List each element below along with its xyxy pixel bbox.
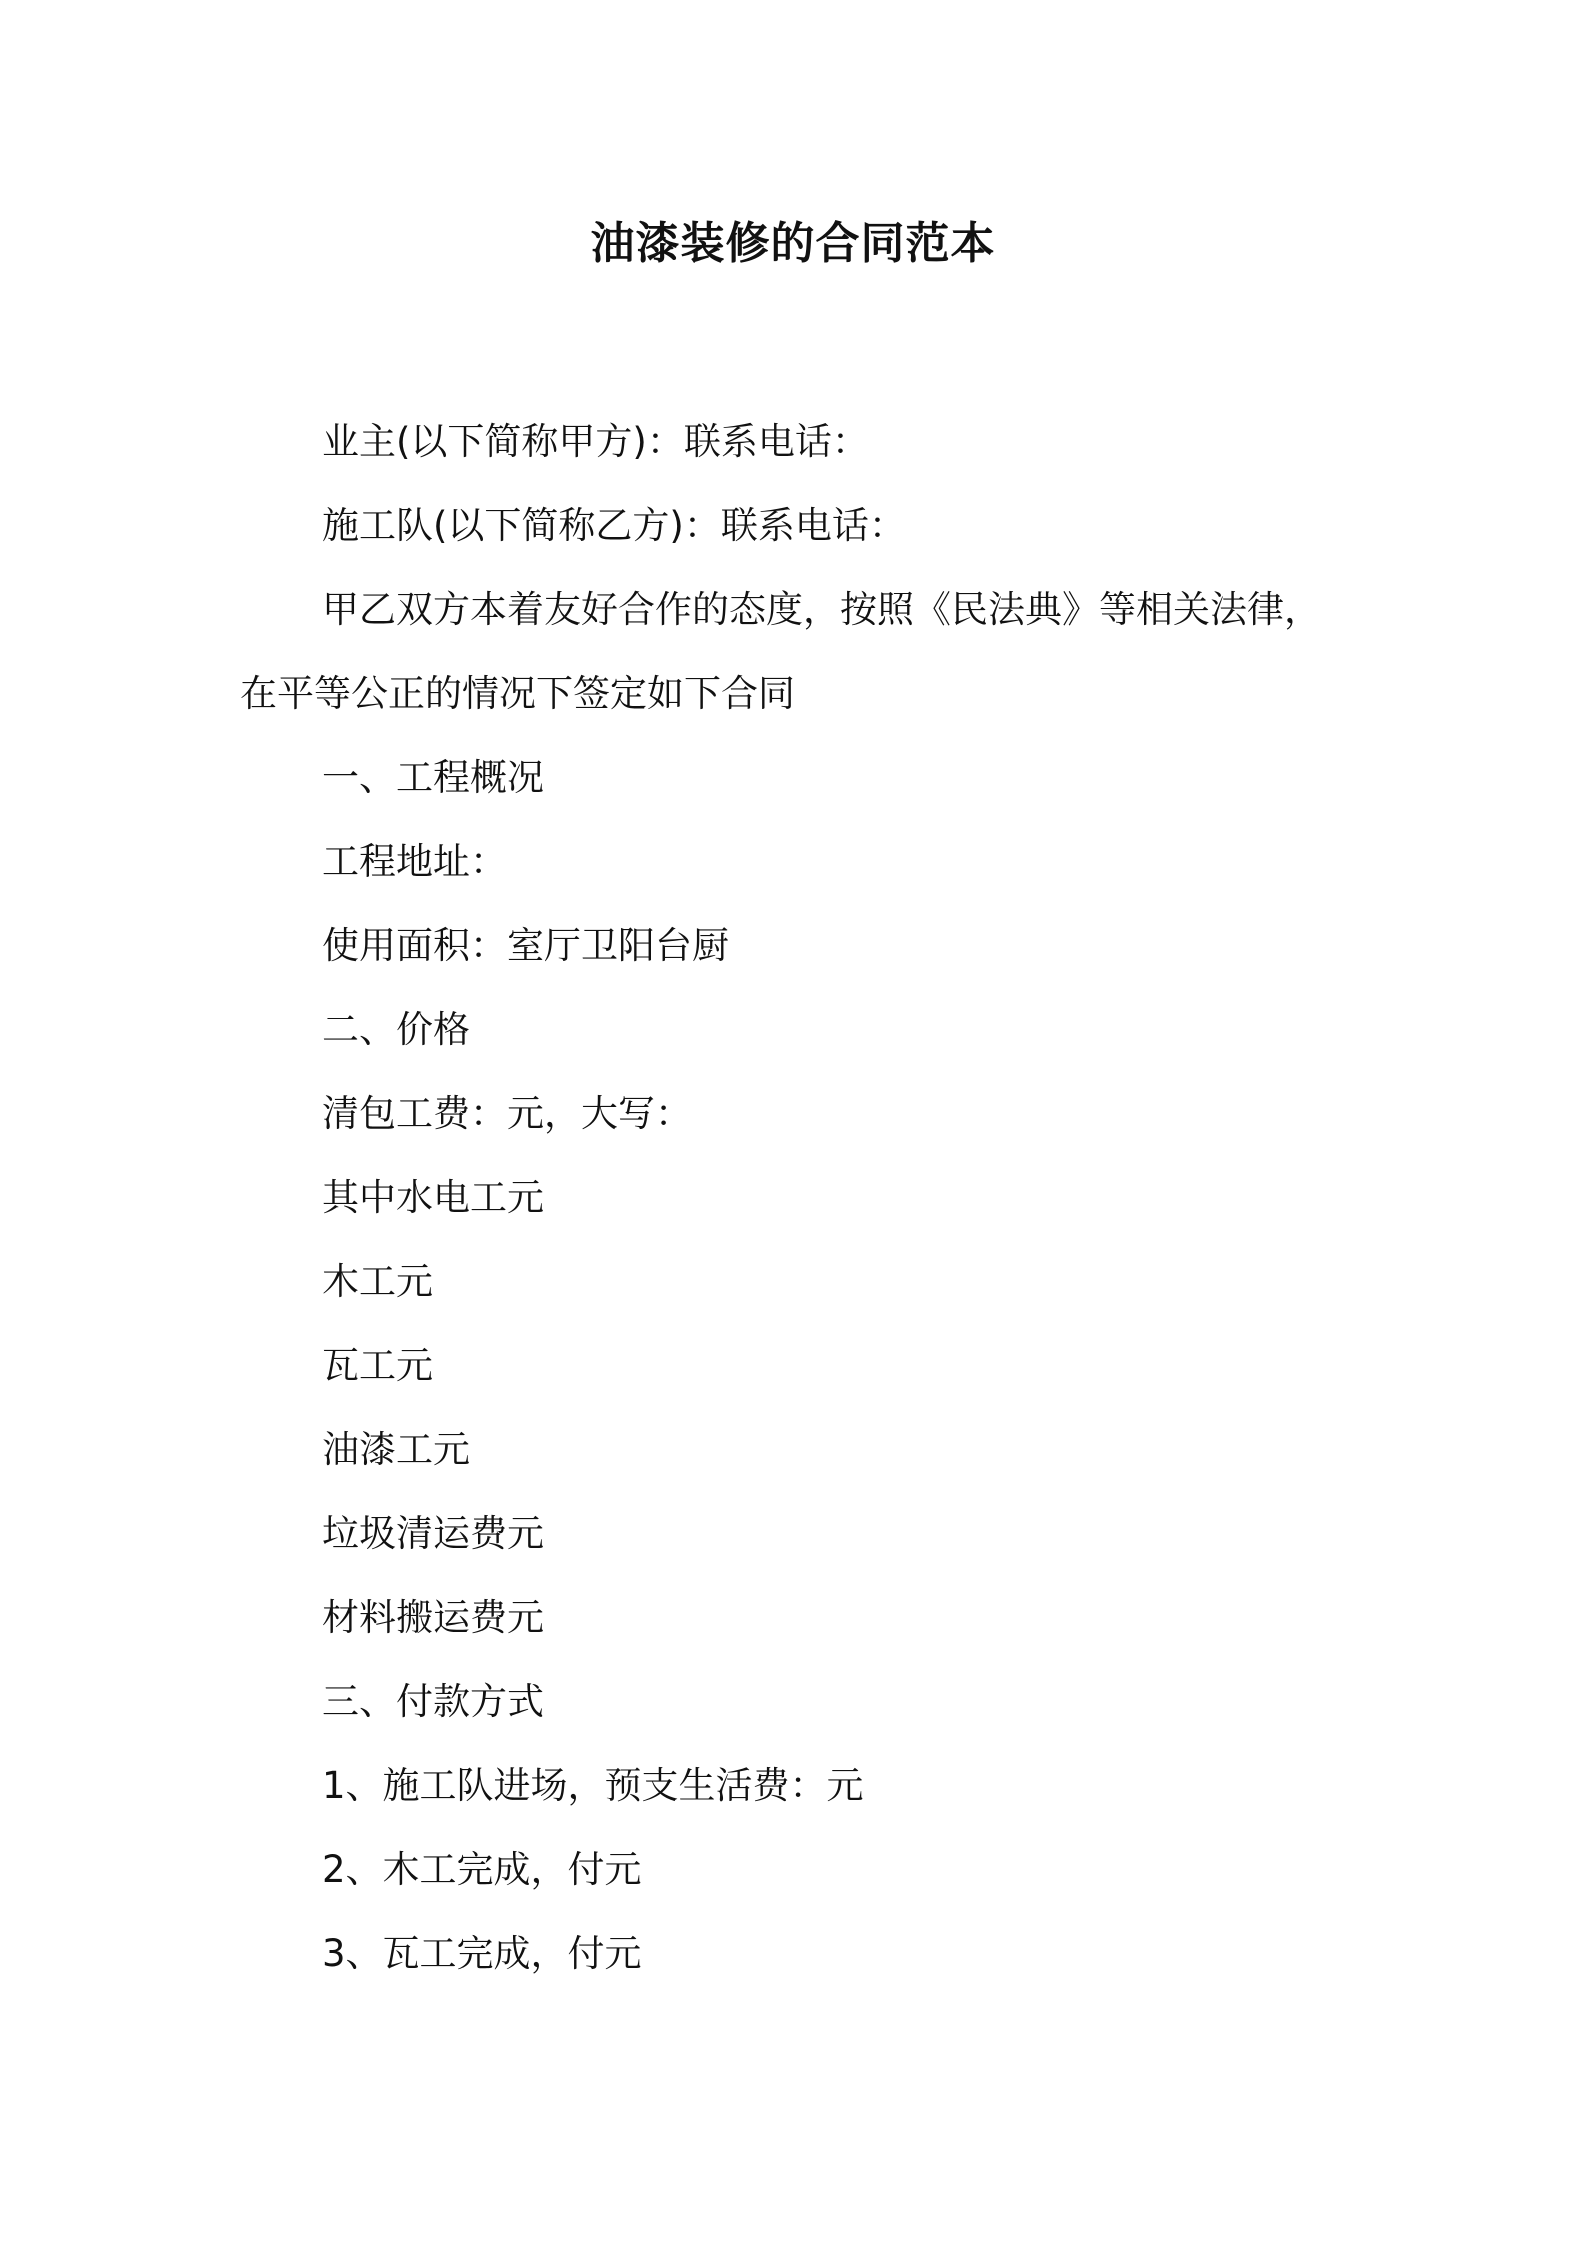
labor-fee-line: 清包工费：元，大写：	[322, 1092, 692, 1135]
payment-item-3: 3、瓦工完成，付元	[322, 1932, 642, 1975]
section-heading-project-overview: 一、工程概况	[322, 756, 544, 799]
tiling-fee-line: 瓦工元	[322, 1344, 433, 1387]
document-title: 油漆装修的合同范本	[590, 218, 996, 269]
preamble-paragraph: 甲乙双方本着友好合作的态度，按照《民法典》等相关法律，在平等公正的情况下签定如下合同	[240, 588, 1321, 715]
material-handling-fee-line: 材料搬运费元	[322, 1596, 544, 1639]
payment-item-2: 2、木工完成，付元	[322, 1848, 642, 1891]
document-body	[240, 400, 1350, 1996]
section-heading-payment-method: 三、付款方式	[322, 1680, 544, 1723]
usable-area-line: 使用面积：室厅卫阳台厨	[322, 924, 729, 967]
carpentry-fee-line: 木工元	[322, 1260, 433, 1303]
painting-fee-line: 油漆工元	[322, 1428, 470, 1471]
plumbing-electrical-fee-line: 其中水电工元	[322, 1176, 544, 1219]
party-a-line: 业主(以下简称甲方)：联系电话：	[322, 420, 869, 463]
section-heading-price: 二、价格	[322, 1008, 470, 1051]
party-b-line: 施工队(以下简称乙方)：联系电话：	[322, 504, 906, 547]
payment-item-1: 1、施工队进场，预支生活费：元	[322, 1764, 864, 1807]
project-address-line: 工程地址：	[322, 840, 507, 883]
waste-removal-fee-line: 垃圾清运费元	[322, 1512, 544, 1555]
